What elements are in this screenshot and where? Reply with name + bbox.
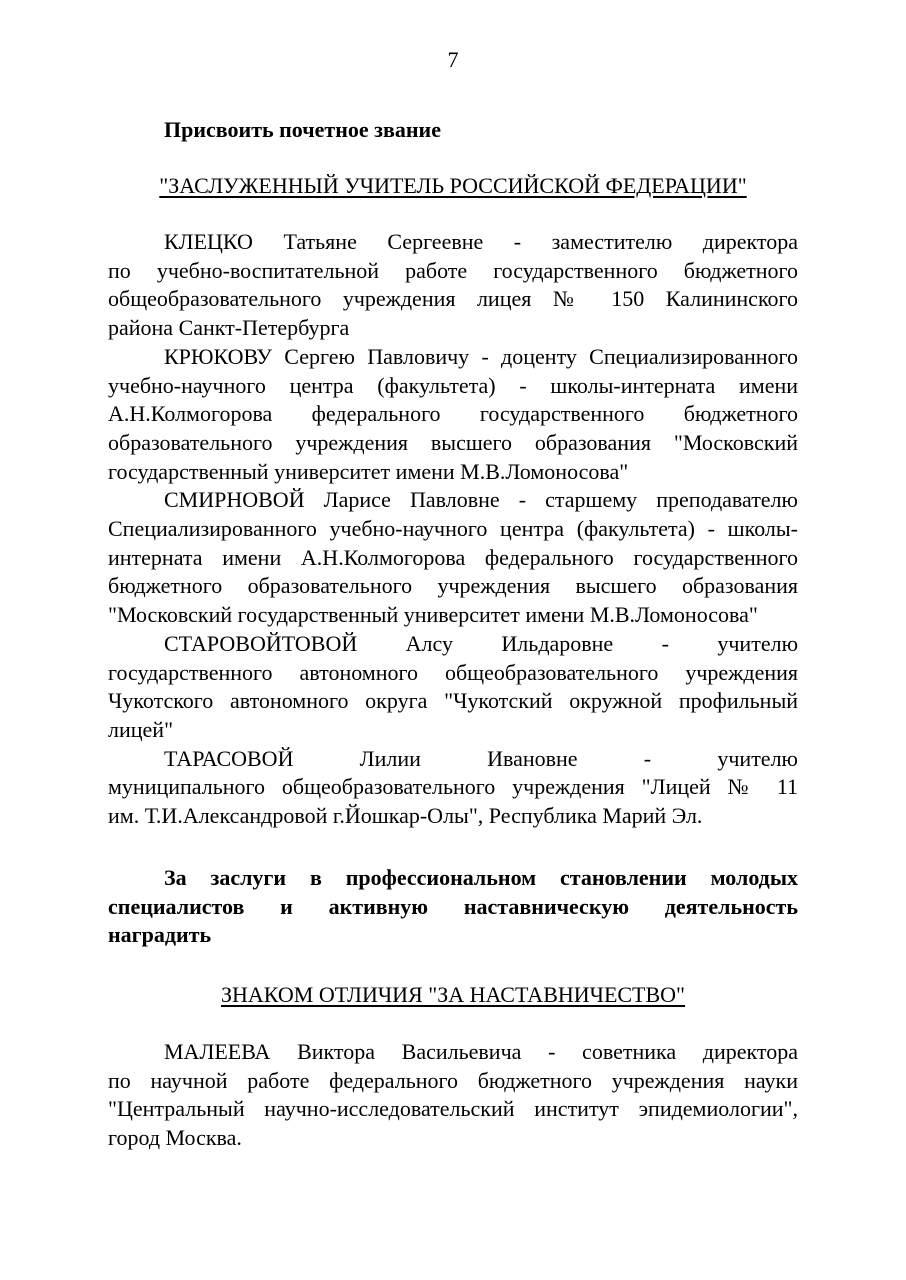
entry-line: МАЛЕЕВА Виктора Васильевича - советника директора [164, 1039, 798, 1064]
entry-line: город Москва. [108, 1125, 242, 1151]
entry-line: СТАРОВОЙТОВОЙ Алсу Ильдаровне - учителю [164, 630, 798, 656]
entry-line: Специализированного учебно-научного центра (факультета) - школы- [108, 516, 798, 542]
lead-line: наградить [108, 922, 212, 948]
entry-line: общеобразовательного учреждения лицея № 150 Калининского [108, 286, 798, 312]
entry-line: КЛЕЦКО Татьяне Сергеевне - заместителю директора [164, 229, 798, 254]
entry-line: "Центральный научно-исследовательский институт эпидемиологии", [108, 1096, 798, 1122]
entry-line: интерната имени А.Н.Колмогорова федерального государственного [108, 544, 798, 570]
award-entry [108, 486, 798, 630]
award-entry [108, 630, 798, 745]
section1-award-title: "ЗАСЛУЖЕННЫЙ УЧИТЕЛЬ РОССИЙСКОЙ ФЕДЕРАЦИИ" [159, 173, 747, 198]
entry-line: ТАРАСОВОЙ Лилии Ивановне - учителю [164, 745, 798, 771]
section2-lead-text [108, 864, 798, 950]
entry-line: СМИРНОВОЙ Ларисе Павловне - старшему преподавателю [164, 487, 798, 513]
award-entry [108, 1038, 798, 1153]
entry-line: лицей" [108, 716, 174, 742]
entry-line: им. Т.И.Александровой г.Йошкар-Олы", Республика Марий Эл. [108, 803, 703, 829]
section1-entries [108, 228, 798, 831]
lead-line: специалистов и активную наставническую деятельность [108, 893, 798, 919]
entry-line: по научной работе федерального бюджетного учреждения науки [108, 1067, 798, 1093]
entry-line: муниципального общеобразовательного учреждения "Лицей № 11 [108, 774, 798, 800]
entry-line: А.Н.Колмогорова федерального государственного бюджетного [108, 401, 798, 427]
entry-line: "Московский государственный университет имени М.В.Ломоносова" [108, 602, 758, 628]
section1-lead: Присвоить почетное звание [164, 117, 441, 142]
entry-line: района Санкт-Петербурга [108, 315, 350, 341]
page-number: 7 [447, 47, 459, 72]
entry-line: по учебно-воспитательной работе государственного бюджетного [108, 257, 798, 283]
entry-line: КРЮКОВУ Сергею Павловичу - доценту Специализированного [164, 343, 798, 369]
section2-award-title: ЗНАКОМ ОТЛИЧИЯ "ЗА НАСТАВНИЧЕСТВО" [220, 982, 686, 1007]
entry-line: государственный университет имени М.В.Ломоносова" [108, 458, 629, 484]
award-entry [108, 228, 798, 343]
entry-line: государственного автономного общеобразовательного учреждения [108, 659, 798, 685]
entry-line: образовательного учреждения высшего образования "Московский [108, 429, 798, 455]
entry-line: Чукотского автономного округа "Чукотский окружной профильный [108, 688, 798, 714]
section2-lead [108, 864, 798, 950]
lead-line: За заслуги в профессиональном становлении молодых [164, 865, 798, 890]
award-entry [108, 343, 798, 487]
award-entry [108, 745, 798, 831]
entry-line: бюджетного образовательного учреждения высшего образования [108, 573, 798, 599]
section2-entries [108, 1038, 798, 1153]
entry-line: учебно-научного центра (факультета) - школы-интерната имени [108, 372, 798, 398]
